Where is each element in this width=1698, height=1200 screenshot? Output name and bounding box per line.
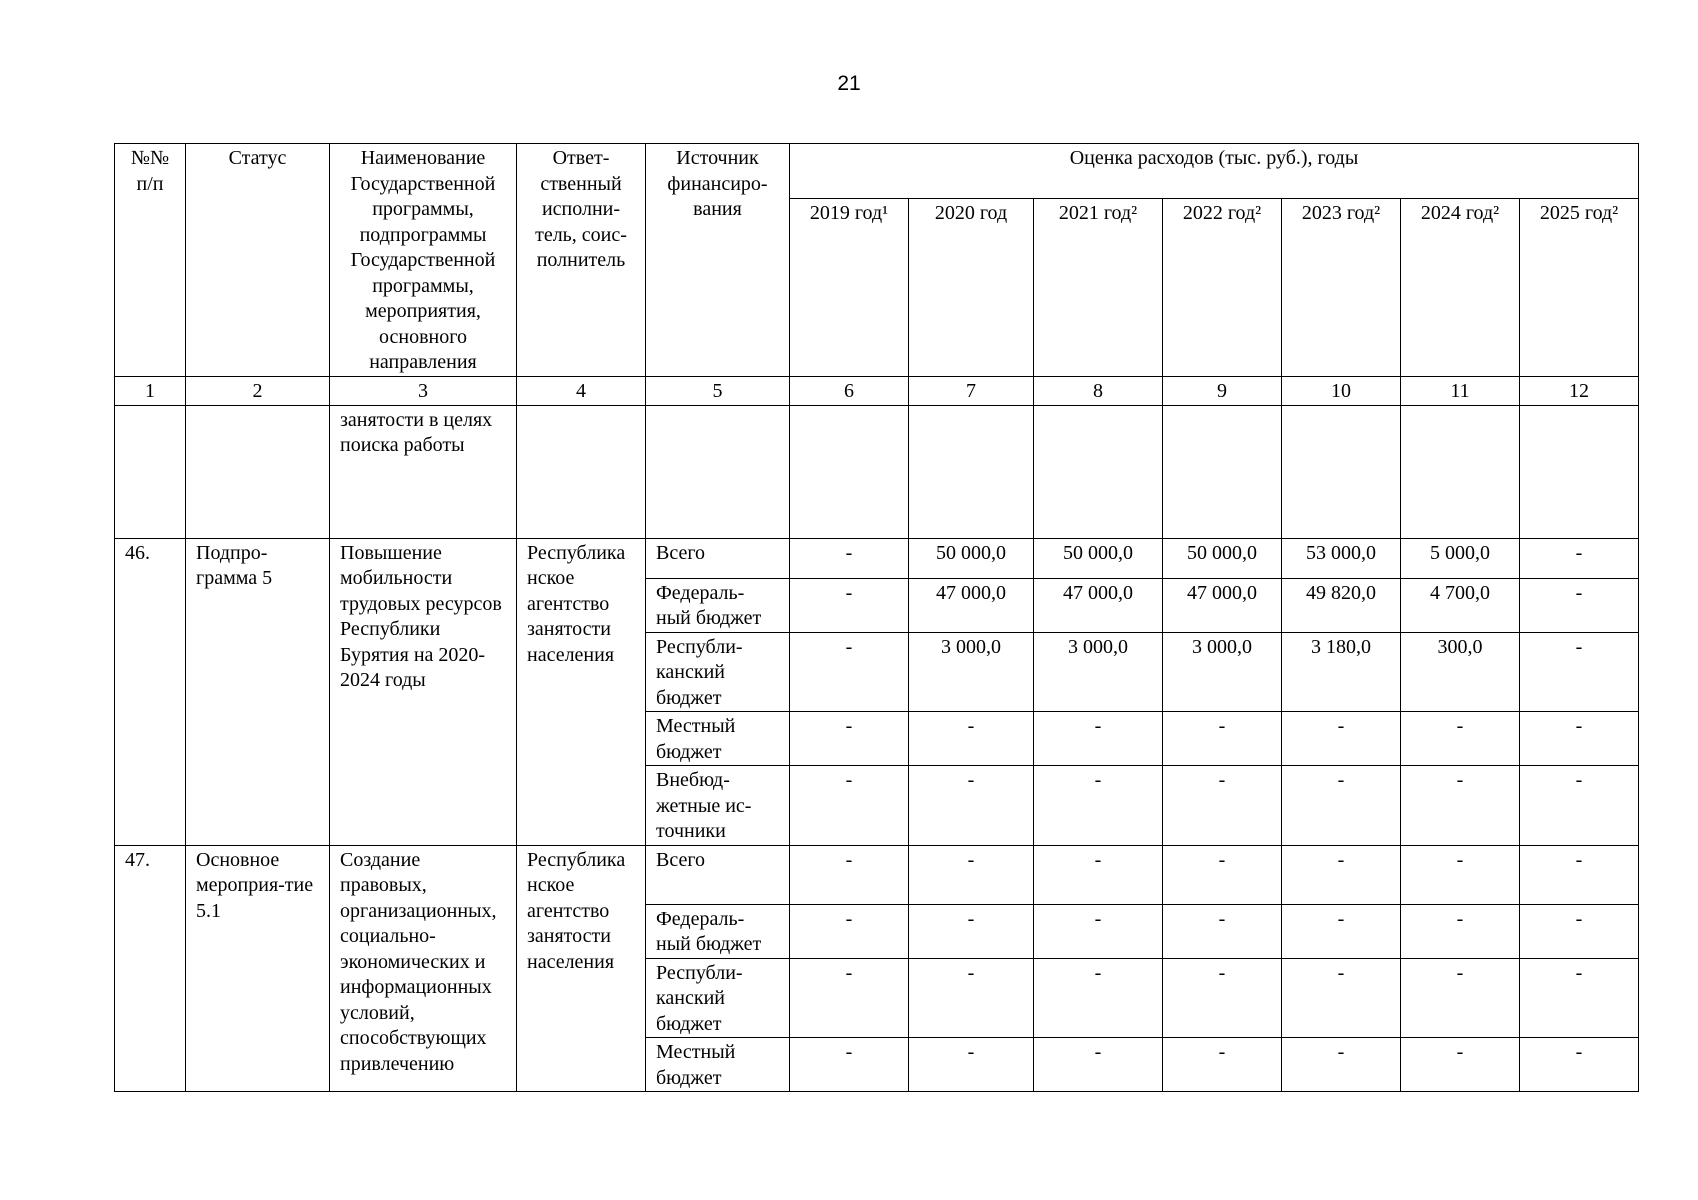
amount-cell: - — [1282, 766, 1401, 846]
amount-cell: - — [1401, 845, 1520, 904]
amount-cell: - — [1034, 958, 1163, 1038]
entry-status: Основное мероприя-тие 5.1 — [186, 845, 330, 1092]
amount-cell: - — [1401, 904, 1520, 958]
amount-cell: - — [1520, 712, 1639, 766]
funding-source: Федераль-ный бюджет — [646, 578, 790, 632]
amount-cell: 300,0 — [1401, 632, 1520, 712]
amount-cell: - — [1163, 712, 1282, 766]
amount-cell: 3 000,0 — [909, 632, 1034, 712]
amount-cell: 50 000,0 — [909, 538, 1034, 578]
amount-cell: - — [909, 958, 1034, 1038]
column-numbers-row — [115, 376, 1639, 405]
amount-cell: - — [1282, 845, 1401, 904]
funding-source: Республи-канский бюджет — [646, 632, 790, 712]
amount-cell: 3 000,0 — [1163, 632, 1282, 712]
amount-cell: - — [909, 1038, 1034, 1092]
amount-cell: - — [1520, 1038, 1639, 1092]
amount-cell: - — [790, 712, 909, 766]
amount-cell: - — [790, 766, 909, 846]
funding-source: Местный бюджет — [646, 712, 790, 766]
amount-cell: - — [790, 1038, 909, 1092]
amount-cell: - — [1282, 904, 1401, 958]
column-number: 10 — [1282, 376, 1401, 405]
amount-cell: 4 700,0 — [1401, 578, 1520, 632]
amount-cell: 47 000,0 — [1163, 578, 1282, 632]
amount-cell: - — [1034, 712, 1163, 766]
entry-name: Создание правовых, организационных, социально-экономических и информационных условий, способствующих привлечению — [330, 845, 517, 1092]
amount-cell: 3 000,0 — [1034, 632, 1163, 712]
column-number: 7 — [909, 376, 1034, 405]
amount-cell: - — [1520, 578, 1639, 632]
year-header: 2024 год² — [1401, 198, 1520, 376]
header-name: Наименование Государственной программы, подпрограммы Государственной программы, мероприятия, основного направления — [330, 144, 517, 377]
amount-cell: - — [909, 766, 1034, 846]
entry-responsible: Республиканское агентство занятости населения — [517, 845, 646, 1092]
amount-cell: - — [1163, 1038, 1282, 1092]
amount-cell: - — [1401, 958, 1520, 1038]
amount-cell: - — [1163, 904, 1282, 958]
year-header: 2020 год — [909, 198, 1034, 376]
amount-cell: - — [909, 712, 1034, 766]
header-row — [115, 144, 1639, 199]
amount-cell: - — [1520, 766, 1639, 846]
amount-cell: - — [1520, 904, 1639, 958]
amount-cell: - — [1520, 845, 1639, 904]
amount-cell: - — [1034, 904, 1163, 958]
amount-cell: - — [790, 578, 909, 632]
amount-cell: 47 000,0 — [1034, 578, 1163, 632]
amount-cell: 47 000,0 — [909, 578, 1034, 632]
amount-cell: - — [1163, 958, 1282, 1038]
entry-number: 47. — [115, 845, 186, 1092]
funding-source: Всего — [646, 845, 790, 904]
amount-cell: - — [1282, 1038, 1401, 1092]
header-expenses: Оценка расходов (тыс. руб.), годы — [790, 144, 1639, 199]
amount-cell: - — [1034, 845, 1163, 904]
year-header: 2023 год² — [1282, 198, 1401, 376]
amount-cell: 3 180,0 — [1282, 632, 1401, 712]
year-header: 2019 год¹ — [790, 198, 909, 376]
entry-responsible: Республиканское агентство занятости населения — [517, 538, 646, 845]
column-number: 11 — [1401, 376, 1520, 405]
amount-cell: - — [1401, 766, 1520, 846]
header-responsible: Ответ-ственный исполни-тель, соис-полнитель — [517, 144, 646, 377]
table-row — [115, 538, 1639, 578]
column-number: 9 — [1163, 376, 1282, 405]
table-row — [115, 845, 1639, 904]
amount-cell: 49 820,0 — [1282, 578, 1401, 632]
funding-source: Республи-канский бюджет — [646, 958, 790, 1038]
amount-cell: 50 000,0 — [1034, 538, 1163, 578]
amount-cell: - — [790, 845, 909, 904]
continuation-row — [115, 405, 1639, 538]
amount-cell: 50 000,0 — [1163, 538, 1282, 578]
page-number: 21 — [837, 72, 861, 95]
entry-status: Подпро-грамма 5 — [186, 538, 330, 845]
column-number: 4 — [517, 376, 646, 405]
amount-cell: - — [790, 958, 909, 1038]
year-header: 2021 год² — [1034, 198, 1163, 376]
header-status: Статус — [186, 144, 330, 377]
amount-cell: - — [790, 904, 909, 958]
column-number: 6 — [790, 376, 909, 405]
amount-cell: - — [1163, 766, 1282, 846]
funding-source: Всего — [646, 538, 790, 578]
amount-cell: - — [790, 632, 909, 712]
column-number: 3 — [330, 376, 517, 405]
amount-cell: - — [1282, 712, 1401, 766]
funding-source: Внебюд-жетные ис-точники — [646, 766, 790, 846]
column-number: 12 — [1520, 376, 1639, 405]
amount-cell: 5 000,0 — [1401, 538, 1520, 578]
amount-cell: - — [909, 904, 1034, 958]
amount-cell: - — [1401, 1038, 1520, 1092]
amount-cell: - — [909, 845, 1034, 904]
amount-cell: - — [1401, 712, 1520, 766]
entry-number: 46. — [115, 538, 186, 845]
amount-cell: - — [1520, 538, 1639, 578]
column-number: 2 — [186, 376, 330, 405]
column-number: 1 — [115, 376, 186, 405]
year-header: 2025 год² — [1520, 198, 1639, 376]
amount-cell: 53 000,0 — [1282, 538, 1401, 578]
amount-cell: - — [1163, 845, 1282, 904]
funding-source: Местный бюджет — [646, 1038, 790, 1092]
amount-cell: - — [1520, 958, 1639, 1038]
header-source: Источник финансиро-вания — [646, 144, 790, 377]
amount-cell: - — [1034, 766, 1163, 846]
continuation-text: занятости в целях поиска работы — [330, 405, 517, 538]
amount-cell: - — [790, 538, 909, 578]
amount-cell: - — [1282, 958, 1401, 1038]
year-header: 2022 год² — [1163, 198, 1282, 376]
column-number: 5 — [646, 376, 790, 405]
funding-source: Федераль-ный бюджет — [646, 904, 790, 958]
amount-cell: - — [1034, 1038, 1163, 1092]
amount-cell: - — [1520, 632, 1639, 712]
header-num: №№ п/п — [115, 144, 186, 377]
column-number: 8 — [1034, 376, 1163, 405]
entry-name: Повышение мобильности трудовых ресурсов Республики Бурятия на 2020-2024 годы — [330, 538, 517, 845]
budget-table — [114, 143, 1639, 1092]
